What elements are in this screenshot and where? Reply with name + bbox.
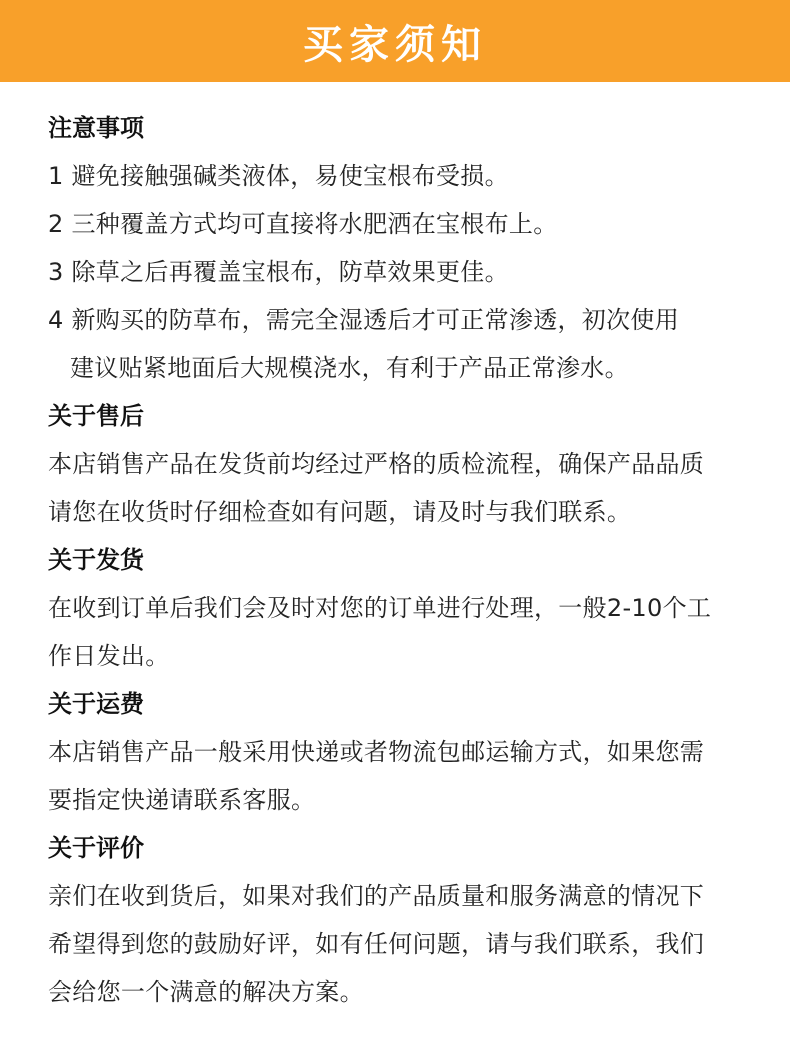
- section-notes: [48, 104, 760, 392]
- note-line-2: 2 三种覆盖方式均可直接将水肥洒在宝根布上。: [48, 210, 558, 238]
- shipping-line-2: 作日发出。: [48, 642, 170, 670]
- section-after-sales: [48, 392, 760, 536]
- section-heading-reviews: 关于评价: [48, 834, 144, 862]
- note-line-4-continued: 建议贴紧地面后大规模浇水，有利于产品正常渗水。: [70, 354, 629, 382]
- after-sales-line-2: 请您在收货时仔细检查如有问题，请及时与我们联系。: [48, 498, 632, 526]
- section-heading-notes: 注意事项: [48, 114, 144, 142]
- section-freight: [48, 680, 760, 824]
- section-heading-after-sales: 关于售后: [48, 402, 144, 430]
- reviews-line-2: 希望得到您的鼓励好评，如有任何问题，请与我们联系，我们: [48, 930, 705, 958]
- freight-line-1: 本店销售产品一般采用快递或者物流包邮运输方式，如果您需: [48, 738, 705, 766]
- header-banner: [0, 0, 790, 82]
- note-line-4: 4 新购买的防草布，需完全湿透后才可正常渗透，初次使用: [48, 306, 679, 334]
- reviews-line-3: 会给您一个满意的解决方案。: [48, 978, 364, 1006]
- section-shipping: [48, 536, 760, 680]
- notice-content: [0, 82, 790, 1016]
- note-line-1: 1 避免接触强碱类液体，易使宝根布受损。: [48, 162, 509, 190]
- note-line-3: 3 除草之后再覆盖宝根布，防草效果更佳。: [48, 258, 509, 286]
- page-title: 买家须知: [303, 21, 487, 68]
- section-heading-shipping: 关于发货: [48, 546, 144, 574]
- section-heading-freight: 关于运费: [48, 690, 144, 718]
- section-reviews: [48, 824, 760, 1016]
- shipping-line-1: 在收到订单后我们会及时对您的订单进行处理，一般2-10个工: [48, 594, 712, 622]
- freight-line-2: 要指定快递请联系客服。: [48, 786, 316, 814]
- after-sales-line-1: 本店销售产品在发货前均经过严格的质检流程，确保产品品质: [48, 450, 705, 478]
- reviews-line-1: 亲们在收到货后，如果对我们的产品质量和服务满意的情况下: [48, 882, 705, 910]
